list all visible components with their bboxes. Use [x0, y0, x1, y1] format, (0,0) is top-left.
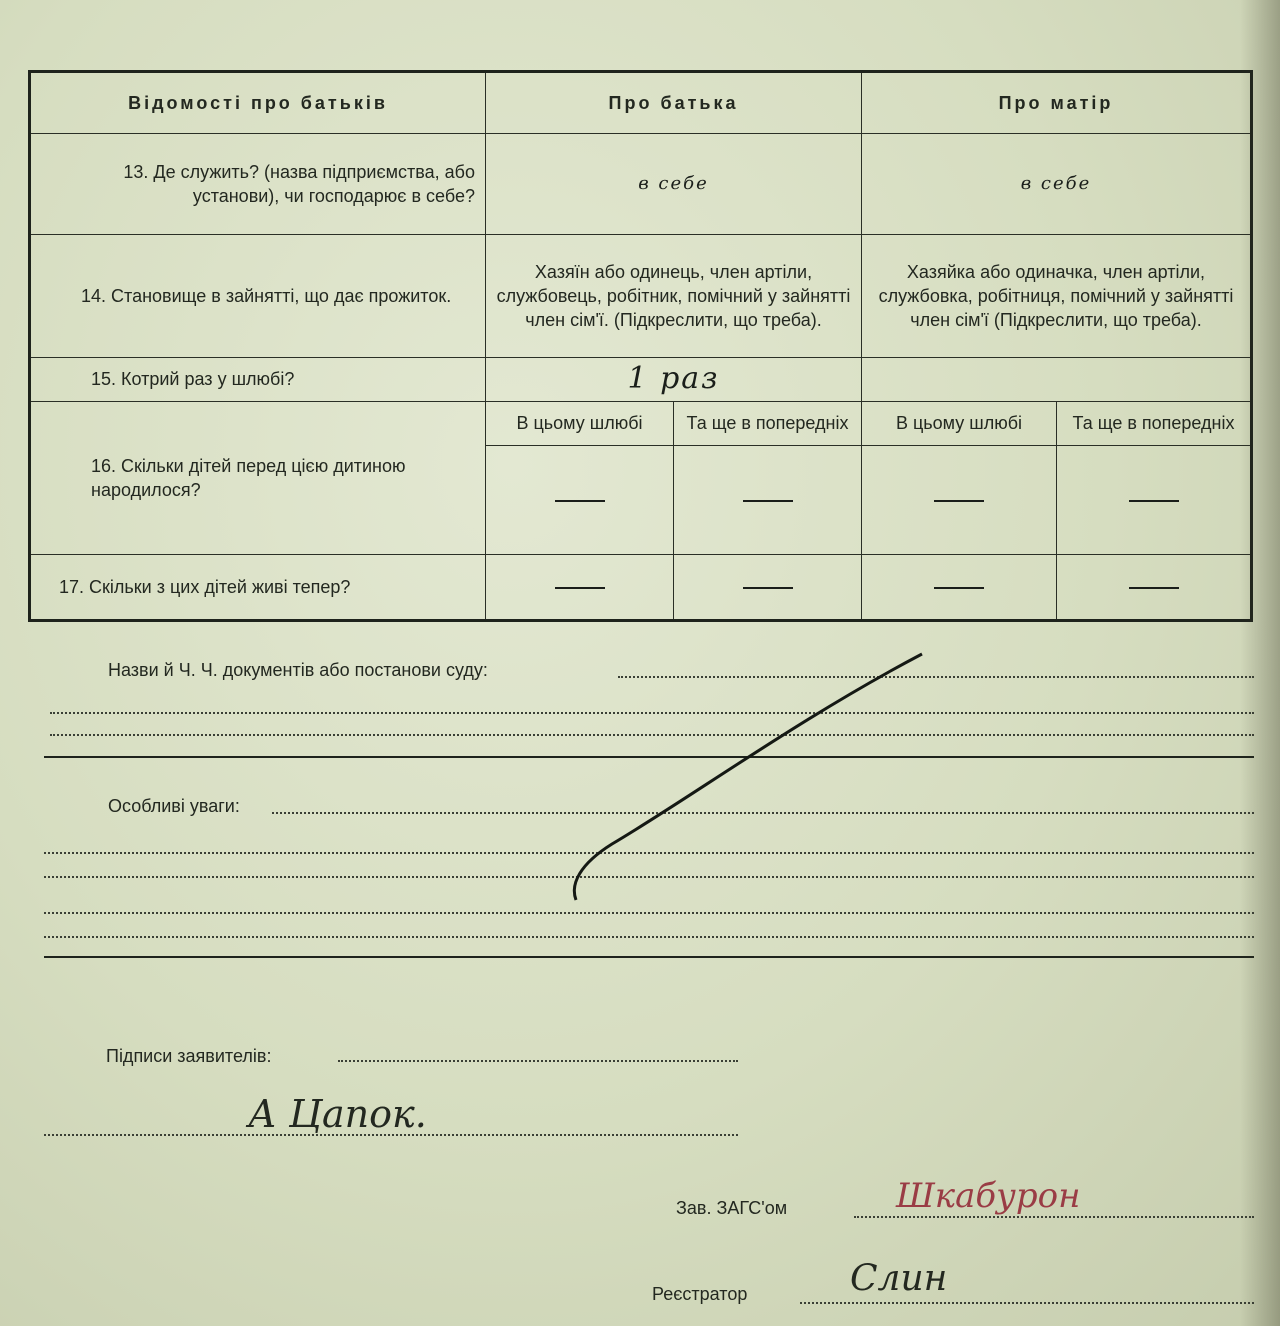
row-q16-subheader	[30, 401, 1252, 445]
dotted-line	[338, 1060, 738, 1062]
q17-father-this-value	[486, 554, 674, 620]
q16-father-prev-value	[674, 446, 862, 555]
q16-father-this-value	[486, 446, 674, 555]
head-of-registry-signature: Шкабурон	[896, 1176, 1081, 1216]
q13-father-answer: в себе	[486, 134, 862, 235]
header-about-mother: Про матір	[862, 72, 1252, 134]
q16-father-previous-header: Та ще в попередніх	[674, 401, 862, 445]
registrar-label: Реєстратор	[652, 1284, 748, 1304]
applicant-signature: А Цапок.	[248, 1092, 427, 1136]
dash-mark	[934, 587, 984, 589]
q13-label: 13. Де служить? (назва підприємства, або установи), чи господарює в себе?	[30, 134, 486, 235]
q16-father-this-marriage-header: В цьому шлюбі	[486, 401, 674, 445]
q16-label: 16. Скільки дітей перед цією дитиною народилося?	[30, 401, 486, 554]
header-about-father: Про батька	[486, 72, 862, 134]
q16-mother-previous-header: Та ще в попередніх	[1057, 401, 1252, 445]
q15-mother-answer	[862, 357, 1252, 401]
q15-father-answer: 1 раз	[486, 357, 862, 401]
row-q14	[30, 234, 1252, 357]
q14-label: 14. Становище в зайнятті, що дає прожиток.	[30, 234, 486, 357]
applicant-signatures-label: Підписи заявителів:	[106, 1046, 272, 1066]
dash-mark	[743, 500, 793, 502]
q14-father-options: Хазяїн або одинець, член артіли, службовець, робітник, помічний у зайнятті член сім'ї. (Підкреслити, що треба).	[486, 234, 862, 357]
head-of-registry-label: Зав. ЗАГС'ом	[676, 1198, 788, 1218]
documents-label: Назви й Ч. Ч. документів або постанови суду:	[108, 660, 488, 680]
page-edge-shadow	[1240, 0, 1280, 1326]
dash-mark	[934, 500, 984, 502]
q17-label: 17. Скільки з цих дітей живі тепер?	[30, 554, 486, 620]
dotted-line	[854, 1216, 1254, 1218]
row-q17	[30, 554, 1252, 620]
dotted-line	[44, 1134, 738, 1136]
q16-mother-prev-value	[1057, 446, 1252, 555]
registrar-signature: Слин	[850, 1258, 948, 1299]
row-q15	[30, 357, 1252, 401]
q15-label: 15. Котрий раз у шлюбі?	[30, 357, 486, 401]
q16-mother-this-marriage-header: В цьому шлюбі	[862, 401, 1057, 445]
dotted-line	[800, 1302, 1254, 1304]
q17-mother-this-value	[862, 554, 1057, 620]
remarks-label: Особливі уваги:	[108, 796, 240, 816]
dash-mark	[1129, 500, 1179, 502]
q13-mother-answer: в себе	[862, 134, 1252, 235]
q17-mother-prev-value	[1057, 554, 1252, 620]
strike-through-mark	[560, 648, 940, 908]
dash-mark	[555, 587, 605, 589]
parents-info-table	[28, 70, 1253, 622]
dotted-line	[44, 936, 1254, 938]
q14-mother-options: Хазяйка або одиначка, член артіли, службовка, робітниця, помічний у зайнятті член сім'ї (Підкреслити, що треба).	[862, 234, 1252, 357]
dotted-line	[44, 912, 1254, 914]
q17-father-prev-value	[674, 554, 862, 620]
table-header-row	[30, 72, 1252, 134]
row-q13	[30, 134, 1252, 235]
header-parents-info: Відомості про батьків	[30, 72, 486, 134]
separator-line	[44, 956, 1254, 958]
dash-mark	[743, 587, 793, 589]
q16-mother-this-value	[862, 446, 1057, 555]
dash-mark	[1129, 587, 1179, 589]
dash-mark	[555, 500, 605, 502]
